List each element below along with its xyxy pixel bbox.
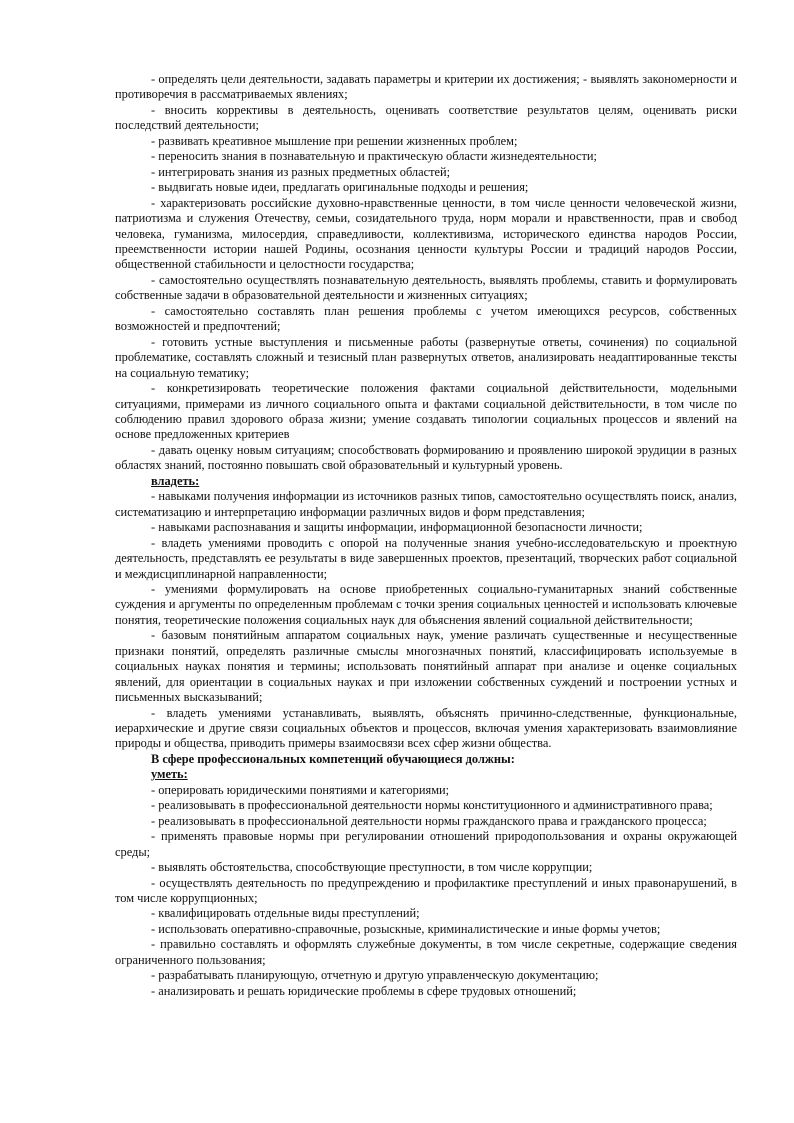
list-item: - анализировать и решать юридические проблемы в сфере трудовых отношений; (151, 983, 577, 998)
list-item: - оперировать юридическими понятиями и категориями; (151, 782, 450, 797)
list-item: - интегрировать знания из разных предметных областей; (151, 164, 451, 179)
list-item: - реализовывать в профессиональной деятельности нормы конституционного и административного права; (151, 798, 713, 813)
list-item: - развивать креативное мышление при решении жизненных проблем; (151, 133, 518, 148)
list-item: - применять правовые нормы при регулировании отношений природопользования и охраны окружающей среды; (115, 829, 737, 859)
document-page (115, 72, 737, 999)
list-item: - владеть умениями устанавливать, выявлять, объяснять причинно-следственные, функциональные, иерархические и другие связи социальных объектов и процессов, включая умения характеризовать взаимовлияние природы и общества, приводить примеры взаимосвязи всех сфер жизни общества. (115, 705, 737, 751)
list-item: - конкретизировать теоретические положения фактами социальной действительности, модельными ситуациями, примерами из личного социального опыта и фактами социальной действительности, в том числе по соблюдению правил здорового образа жизни; умение создавать типологии социальных процессов и явлений на основе предложенных критериев (115, 381, 737, 442)
list-item: - вносить коррективы в деятельность, оценивать соответствие результатов целям, оценивать риски последствий деятельности; (115, 102, 737, 133)
section-heading: владеть: (151, 473, 200, 488)
list-item: - готовить устные выступления и письменные работы (развернутые ответы, сочинения) по социальной проблематике, составлять сложный и тезисный план развернутых ответов, анализировать неадаптированные тексты на социальную тематику; (115, 334, 737, 380)
list-item: - правильно составлять и оформлять служебные документы, в том числе секретные, содержащие сведения ограниченного пользования; (115, 937, 737, 967)
list-item: - выявлять обстоятельства, способствующие преступности, в том числе коррупции; (151, 860, 593, 875)
section-heading: уметь: (151, 767, 188, 782)
list-item: - самостоятельно осуществлять познавательную деятельность, выявлять проблемы, ставить и формулировать собственные задачи в образовательной деятельности и жизненных ситуациях; (115, 272, 737, 303)
list-item: - разрабатывать планирующую, отчетную и другую управленческую документацию; (151, 968, 599, 983)
list-item: - владеть умениями проводить с опорой на полученные знания учебно-исследовательскую и проектную деятельность, представлять ее результаты в виде завершенных проектов, презентаций, творческих работ социальной и междисциплинарной направленности; (115, 535, 737, 581)
list-item: - реализовывать в профессиональной деятельности нормы гражданского права и гражданского процесса; (151, 813, 707, 828)
list-item: - переносить знания в познавательную и практическую области жизнедеятельности; (151, 149, 597, 164)
list-item: - определять цели деятельности, задавать параметры и критерии их достижения; - выявлять закономерности и противоречия в рассматриваемых явлениях; (115, 72, 737, 102)
list-item: - использовать оперативно-справочные, розыскные, криминалистические и иные формы учетов; (151, 921, 661, 936)
list-item: - осуществлять деятельность по предупреждению и профилактике преступлений и иных правонарушений, в том числе коррупционных; (115, 875, 737, 906)
list-item: - квалифицировать отдельные виды преступлений; (151, 906, 420, 921)
list-item: - умениями формулировать на основе приобретенных социально-гуманитарных знаний собственные суждения и аргументы по определенным проблемам с точки зрения социальных ценностей и использовать ключевые понятия, теоретические положения социальных наук для объяснения явлений социальной действительности; (115, 581, 737, 627)
list-item: - навыками распознавания и защиты информации, информационной безопасности личности; (151, 520, 643, 535)
list-item: - выдвигать новые идеи, предлагать оригинальные подходы и решения; (151, 180, 529, 195)
list-item: - самостоятельно составлять план решения проблемы с учетом имеющихся ресурсов, собственных возможностей и предпочтений; (115, 303, 737, 334)
list-item: - давать оценку новым ситуациям; способствовать формированию и проявлению широкой эрудиции в разных областях знаний, постоянно повышать свой образовательный и культурный уровень. (115, 442, 737, 473)
list-item: - навыками получения информации из источников разных типов, самостоятельно осуществлять поиск, анализ, систематизацию и интерпретацию информации различных видов и форм представления; (115, 489, 737, 519)
list-item: - базовым понятийным аппаратом социальных наук, умение различать существенные и несущественные признаки понятий, определять различные смыслы многозначных понятий, классифицировать используемые в социальных науках понятия и термины; использовать понятийный аппарат при анализе и оценке социальных явлений, для ориентации в социальных науках и при изложении собственных суждений и построении устных и письменных высказываний; (115, 628, 737, 705)
section-heading: В сфере профессиональных компетенций обучающиеся должны: (151, 751, 515, 766)
list-item: - характеризовать российские духовно-нравственные ценности, в том числе ценности человеческой жизни, патриотизма и служения Отечеству, семьи, созидательного труда, норм морали и нравственности, прав и свобод человека, гуманизма, милосердия, справедливости, коллективизма, исторического единства народов России, преемственности истории нашей Родины, осознания ценности культуры России и традиций народов России, общественной стабильности и целостности государства; (115, 195, 737, 272)
